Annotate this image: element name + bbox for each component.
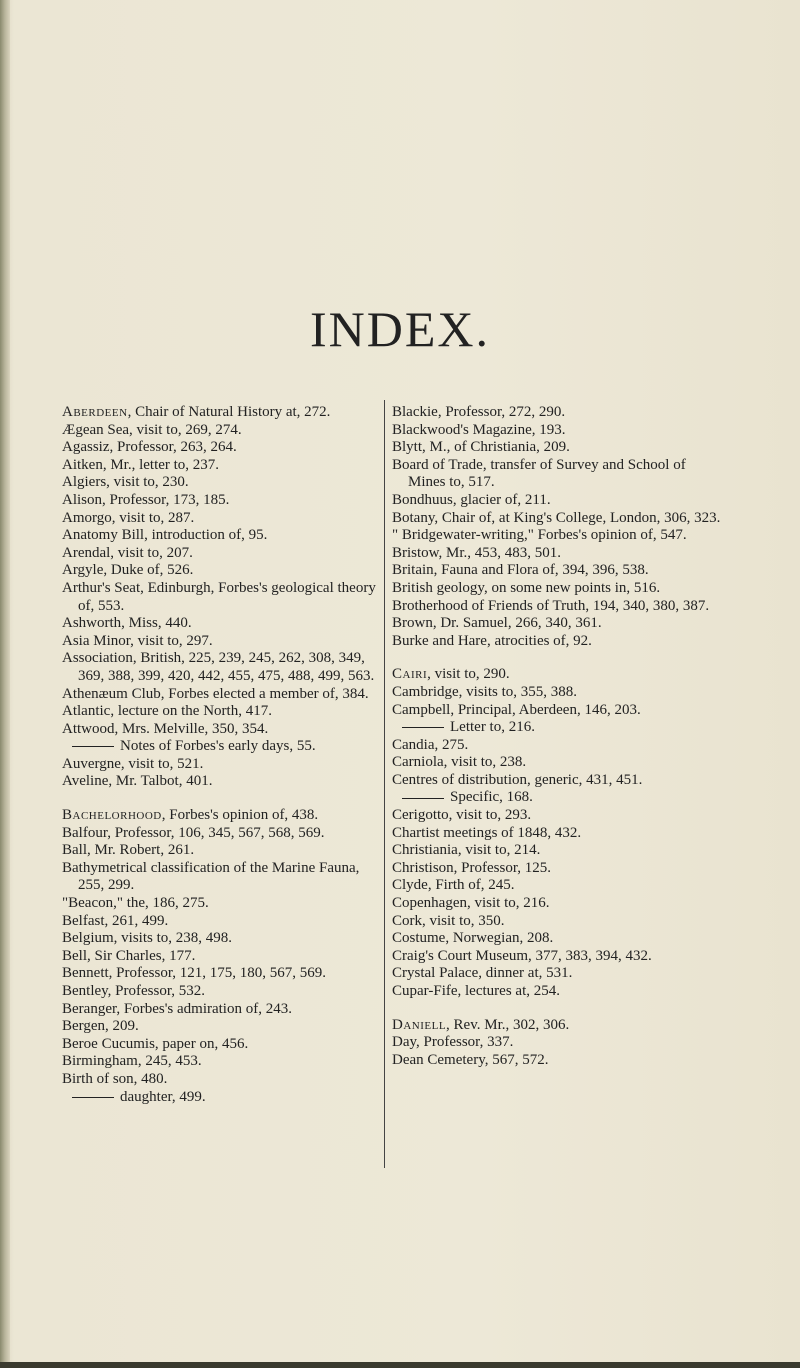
- entry-text: Association, British, 225, 239, 245, 262, 308, 349, 369, 388, 399, 420, 442, 455, 475, 488, 499, 563.: [62, 650, 375, 684]
- entry-text: Aitken, Mr., letter to, 237.: [62, 456, 220, 473]
- entry-text: Asia Minor, visit to, 297.: [62, 632, 213, 649]
- entry-text: Britain, Fauna and Flora of, 394, 396, 538.: [392, 562, 649, 579]
- entry-text: Notes of Forbes's early days, 55.: [120, 738, 316, 755]
- entry-text: , Forbes's opinion of, 438.: [161, 807, 319, 824]
- ditto-dash: [402, 798, 444, 799]
- index-entry: [392, 527, 722, 545]
- entry-text: Candia, 275.: [392, 736, 469, 753]
- index-entry: [62, 756, 380, 774]
- entry-headword: Aberdeen: [62, 404, 128, 420]
- index-entry: [392, 948, 722, 966]
- entry-text: Atlantic, lecture on the North, 417.: [62, 703, 272, 720]
- index-column-left: [62, 404, 380, 1106]
- index-entry: [62, 703, 380, 721]
- entry-text: Cerigotto, visit to, 293.: [392, 807, 532, 824]
- index-entry: [392, 737, 722, 755]
- index-entry: [62, 895, 380, 913]
- index-entry: [392, 633, 722, 651]
- index-entry: [62, 650, 380, 685]
- entry-text: Ashworth, Miss, 440.: [62, 615, 192, 632]
- entry-text: Day, Professor, 337.: [392, 1034, 514, 1051]
- ditto-dash: [402, 727, 444, 728]
- index-entry: [392, 510, 722, 528]
- index-entry: [392, 789, 722, 807]
- entry-text: Bondhuus, glacier of, 211.: [392, 491, 551, 508]
- entry-text: "Beacon," the, 186, 275.: [62, 895, 209, 912]
- entry-text: Agassiz, Professor, 263, 264.: [62, 439, 237, 456]
- entry-text: Cambridge, visits to, 355, 388.: [392, 683, 577, 700]
- index-entry: [392, 983, 722, 1001]
- index-entry: [62, 545, 380, 563]
- entry-text: Amorgo, visit to, 287.: [62, 509, 195, 526]
- index-entry: [62, 527, 380, 545]
- index-entry: [392, 895, 722, 913]
- index-entry: [62, 842, 380, 860]
- entry-text: Blytt, M., of Christiania, 209.: [392, 439, 570, 456]
- entry-text: Balfour, Professor, 106, 345, 567, 568, 569.: [62, 824, 325, 841]
- index-entry: [62, 948, 380, 966]
- entry-text: Specific, 168.: [450, 789, 533, 806]
- ditto-dash: [72, 1097, 114, 1098]
- index-entry: [392, 562, 722, 580]
- index-entry: [62, 492, 380, 510]
- entry-text: Belfast, 261, 499.: [62, 912, 169, 929]
- index-entry: [62, 1089, 380, 1107]
- entry-text: Athenæum Club, Forbes elected a member of, 384.: [62, 685, 369, 702]
- index-entry: [62, 474, 380, 492]
- entry-text: Christiania, visit to, 214.: [392, 842, 541, 859]
- index-entry: [62, 965, 380, 983]
- entry-text: Chartist meetings of 1848, 432.: [392, 824, 582, 841]
- entry-text: , Rev. Mr., 302, 306.: [446, 1016, 570, 1033]
- index-entry: [62, 807, 380, 825]
- index-entry: [62, 404, 380, 422]
- entry-text: Anatomy Bill, introduction of, 95.: [62, 527, 268, 544]
- entry-headword: Daniell: [392, 1016, 447, 1033]
- index-entry: [392, 842, 722, 860]
- entry-text: Aveline, Mr. Talbot, 401.: [62, 773, 213, 790]
- entry-text: Ægean Sea, visit to, 269, 274.: [62, 421, 242, 438]
- entry-text: Argyle, Duke of, 526.: [62, 562, 194, 579]
- index-entry: [62, 562, 380, 580]
- index-entry: [392, 772, 722, 790]
- index-entry: [392, 702, 722, 720]
- entry-text: Bristow, Mr., 453, 483, 501.: [392, 544, 562, 561]
- index-entry: [62, 615, 380, 633]
- entry-text: Bergen, 209.: [62, 1018, 139, 1035]
- index-entry: [62, 773, 380, 791]
- entry-text: Birmingham, 245, 453.: [62, 1053, 202, 1070]
- index-entry: [62, 860, 380, 895]
- entry-text: Letter to, 216.: [450, 719, 535, 736]
- index-entry: [392, 404, 722, 422]
- entry-text: Clyde, Firth of, 245.: [392, 877, 515, 894]
- index-entry: [62, 457, 380, 475]
- entry-text: Bennett, Professor, 121, 175, 180, 567, 569.: [62, 965, 326, 982]
- index-entry: [392, 615, 722, 633]
- index-entry: [392, 930, 722, 948]
- entry-text: , Chair of Natural History at, 272.: [127, 404, 331, 420]
- index-entry: [62, 721, 380, 739]
- index-entry: [392, 457, 722, 492]
- index-entry: [62, 633, 380, 651]
- index-entry: [62, 738, 380, 756]
- entry-text: Bathymetrical classification of the Marine Fauna, 255, 299.: [62, 859, 360, 894]
- entry-text: Arendal, visit to, 207.: [62, 544, 193, 561]
- entry-text: British geology, on some new points in, 516.: [392, 579, 661, 596]
- index-entry: [392, 860, 722, 878]
- index-entry: [392, 1034, 722, 1052]
- index-entry: [392, 754, 722, 772]
- entry-text: Craig's Court Museum, 377, 383, 394, 432.: [392, 947, 652, 964]
- index-entry: [392, 877, 722, 895]
- page-bottom-edge: [0, 1362, 800, 1368]
- index-column-right: [392, 404, 722, 1069]
- entry-text: Campbell, Principal, Aberdeen, 146, 203.: [392, 701, 641, 718]
- entry-text: Carniola, visit to, 238.: [392, 754, 527, 771]
- entry-text: Alison, Professor, 173, 185.: [62, 491, 230, 508]
- entry-text: Board of Trade, transfer of Survey and School of Mines to, 517.: [392, 456, 686, 491]
- entry-headword: Cairi: [392, 666, 428, 683]
- index-entry: [62, 825, 380, 843]
- entry-text: Arthur's Seat, Edinburgh, Forbes's geological theory of, 553.: [62, 579, 376, 614]
- entry-text: Dean Cemetery, 567, 572.: [392, 1051, 549, 1068]
- entry-text: Copenhagen, visit to, 216.: [392, 895, 550, 912]
- index-entry: [62, 1053, 380, 1071]
- entry-text: Bell, Sir Charles, 177.: [62, 947, 196, 964]
- entry-text: Bentley, Professor, 532.: [62, 983, 205, 999]
- column-divider: [384, 400, 385, 1168]
- entry-text: Cork, visit to, 350.: [392, 912, 505, 929]
- index-entry: [62, 983, 380, 1001]
- entry-text: Auvergne, visit to, 521.: [62, 755, 204, 772]
- index-entry: [62, 1071, 380, 1089]
- entry-text: Belgium, visits to, 238, 498.: [62, 930, 233, 947]
- entry-text: Crystal Palace, dinner at, 531.: [392, 965, 573, 982]
- index-entry: [62, 930, 380, 948]
- entry-text: Beroe Cucumis, paper on, 456.: [62, 1035, 249, 1052]
- entry-text: Christison, Professor, 125.: [392, 859, 551, 876]
- index-entry: [62, 422, 380, 440]
- index-entry: [62, 913, 380, 931]
- index-entry: [62, 1036, 380, 1054]
- index-entry: [392, 965, 722, 983]
- entry-text: Blackie, Professor, 272, 290.: [392, 404, 566, 420]
- index-entry: [392, 580, 722, 598]
- entry-headword: Bachelorhood: [62, 807, 162, 824]
- index-entry: [392, 598, 722, 616]
- entry-text: Centres of distribution, generic, 431, 451.: [392, 771, 643, 788]
- entry-text: Burke and Hare, atrocities of, 92.: [392, 632, 592, 649]
- index-entry: [392, 807, 722, 825]
- index-entry: [62, 439, 380, 457]
- index-entry: [392, 1017, 722, 1035]
- entry-text: , visit to, 290.: [427, 666, 510, 683]
- index-entry: [392, 1052, 722, 1070]
- index-entry: [392, 684, 722, 702]
- index-entry: [62, 1001, 380, 1019]
- book-spine-edge: [0, 0, 10, 1368]
- entry-text: daughter, 499.: [120, 1088, 206, 1105]
- index-entry: [392, 439, 722, 457]
- ditto-dash: [72, 746, 114, 747]
- entry-text: Attwood, Mrs. Melville, 350, 354.: [62, 720, 269, 737]
- index-entry: [392, 545, 722, 563]
- entry-text: Algiers, visit to, 230.: [62, 474, 189, 491]
- index-entry: [392, 666, 722, 684]
- entry-text: Beranger, Forbes's admiration of, 243.: [62, 1000, 292, 1017]
- entry-text: Brotherhood of Friends of Truth, 194, 340, 380, 387.: [392, 597, 710, 614]
- index-entry: [62, 580, 380, 615]
- entry-text: Ball, Mr. Robert, 261.: [62, 842, 195, 859]
- index-entry: [62, 510, 380, 528]
- entry-text: Brown, Dr. Samuel, 266, 340, 361.: [392, 615, 602, 632]
- index-entry: [392, 422, 722, 440]
- page-title: INDEX.: [309, 301, 491, 357]
- index-entry: [62, 686, 380, 704]
- entry-text: Costume, Norwegian, 208.: [392, 930, 554, 947]
- index-entry: [392, 719, 722, 737]
- index-entry: [392, 492, 722, 510]
- entry-text: Cupar-Fife, lectures at, 254.: [392, 983, 560, 999]
- index-entry: [62, 1018, 380, 1036]
- entry-text: Botany, Chair of, at King's College, London, 306, 323.: [392, 509, 721, 526]
- index-entry: [392, 913, 722, 931]
- entry-text: Blackwood's Magazine, 193.: [392, 421, 566, 438]
- entry-text: Birth of son, 480.: [62, 1070, 168, 1087]
- index-entry: [392, 825, 722, 843]
- entry-text: " Bridgewater-writing," Forbes's opinion of, 547.: [392, 527, 687, 544]
